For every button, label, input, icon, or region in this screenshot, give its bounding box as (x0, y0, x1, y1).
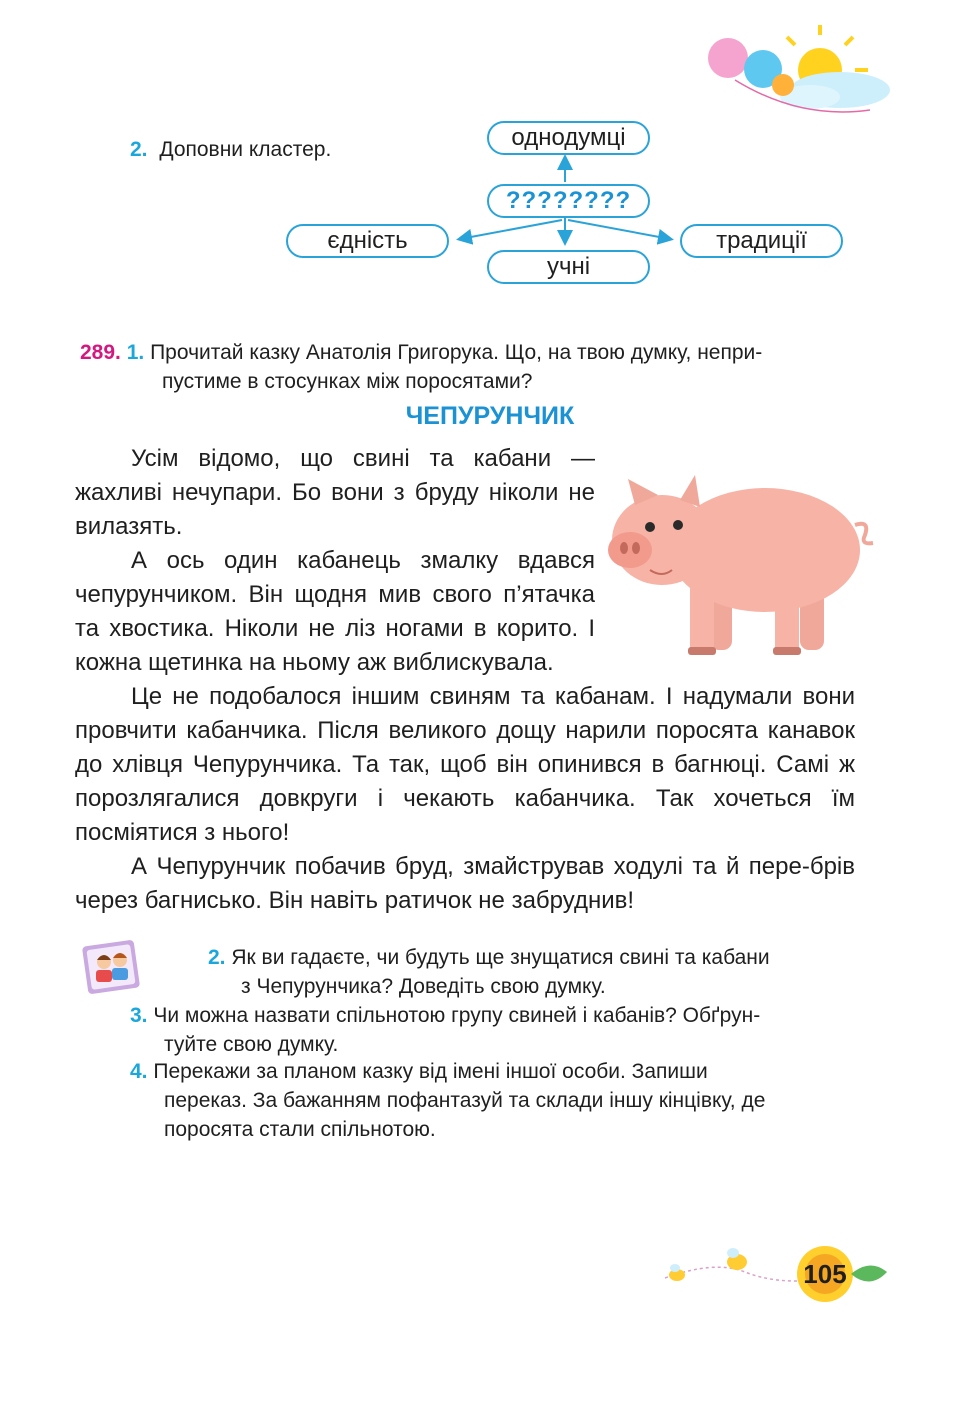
exercise-number: 289. (80, 341, 121, 364)
question-2-line-2: з Чепурунчика? Доведіть свою думку. (241, 975, 606, 998)
question-2-number: 2. (208, 946, 226, 969)
task-2-number: 2. (130, 138, 148, 161)
question-4-line-3: поросята стали спільнотою. (164, 1118, 436, 1141)
pig-illustration (600, 465, 875, 665)
question-3 (130, 1001, 860, 1059)
pig-icon (608, 475, 873, 655)
task-2-text: Доповни кластер. (159, 138, 332, 161)
story-paragraph-1: Усім відомо, що свині та кабани — жахливі нечупари. Бо вони з бруду ніколи не вилазять. (75, 445, 595, 540)
cluster-node-left: єдність (286, 224, 449, 258)
cluster-node-right: традиції (680, 224, 843, 258)
question-3-number: 3. (130, 1004, 148, 1027)
question-3-line-2: туйте свою думку. (164, 1033, 339, 1056)
balloons-sun-decoration (690, 25, 905, 135)
cluster-node-top: однодумці (487, 121, 650, 155)
question-4-line-1: Перекажи за планом казку від імені іншої особи. Запиши (153, 1060, 708, 1083)
group-work-icon (80, 938, 142, 998)
story-paragraph-4: А Чепурунчик побачив бруд, змайстрував ходулі та й пере-брів через багнисько. Він навіть ратичок не забруднив! (75, 853, 855, 914)
story-title: ЧЕПУРУНЧИК (405, 402, 575, 430)
cluster-node-bottom: учні (487, 250, 650, 284)
exercise-line-2: пустиме в стосунках між поросятами? (162, 370, 533, 393)
bee-icon (669, 1264, 685, 1281)
question-3-line-1: Чи можна назвати спільнотою групу свиней і кабанів? Обґрун- (153, 1004, 761, 1027)
task-2 (130, 138, 331, 162)
question-4-number: 4. (130, 1060, 148, 1083)
footer-decoration (655, 1240, 890, 1310)
page-number: 105 (803, 1259, 847, 1289)
exercise-289 (80, 338, 860, 396)
balloon-orange-icon (772, 74, 794, 96)
story-paragraph-2: А ось один кабанець змалку вдався чепурунчиком. Він щодня мив свого п’ятачка та хвостика. Ніколи не ліз ногами в корито. І кожна щетинка на ньому аж виблискувала. (75, 547, 595, 676)
exercise-subnumber: 1. (126, 341, 145, 364)
question-2 (208, 943, 858, 1001)
cluster-node-center: ???????? (487, 184, 650, 218)
question-4-line-2: переказ. За бажанням пофантазуй та склади іншу кінцівку, де (164, 1089, 766, 1112)
balloon-pink-icon (708, 38, 748, 78)
bee-icon (727, 1248, 747, 1270)
question-4 (130, 1057, 860, 1144)
question-2-line-1: Як ви гадаєте, чи будуть ще знущатися свині та кабани (231, 946, 770, 969)
story-paragraph-3: Це не подобалося іншим свиням та кабанам. І надумали вони провчити кабанчика. Після великого дощу нарили поросята канавок до хлівця Чепурунчика. Та так, щоб він опинився в багнюці. Самі ж порозлягалися довкруги і чекають кабанчика. Так хочеться їм посміятися з нього! (75, 683, 855, 846)
leaf-icon (851, 1265, 887, 1281)
exercise-line-1: Прочитай казку Анатолія Григорука. Що, на твою думку, непри- (150, 341, 763, 364)
